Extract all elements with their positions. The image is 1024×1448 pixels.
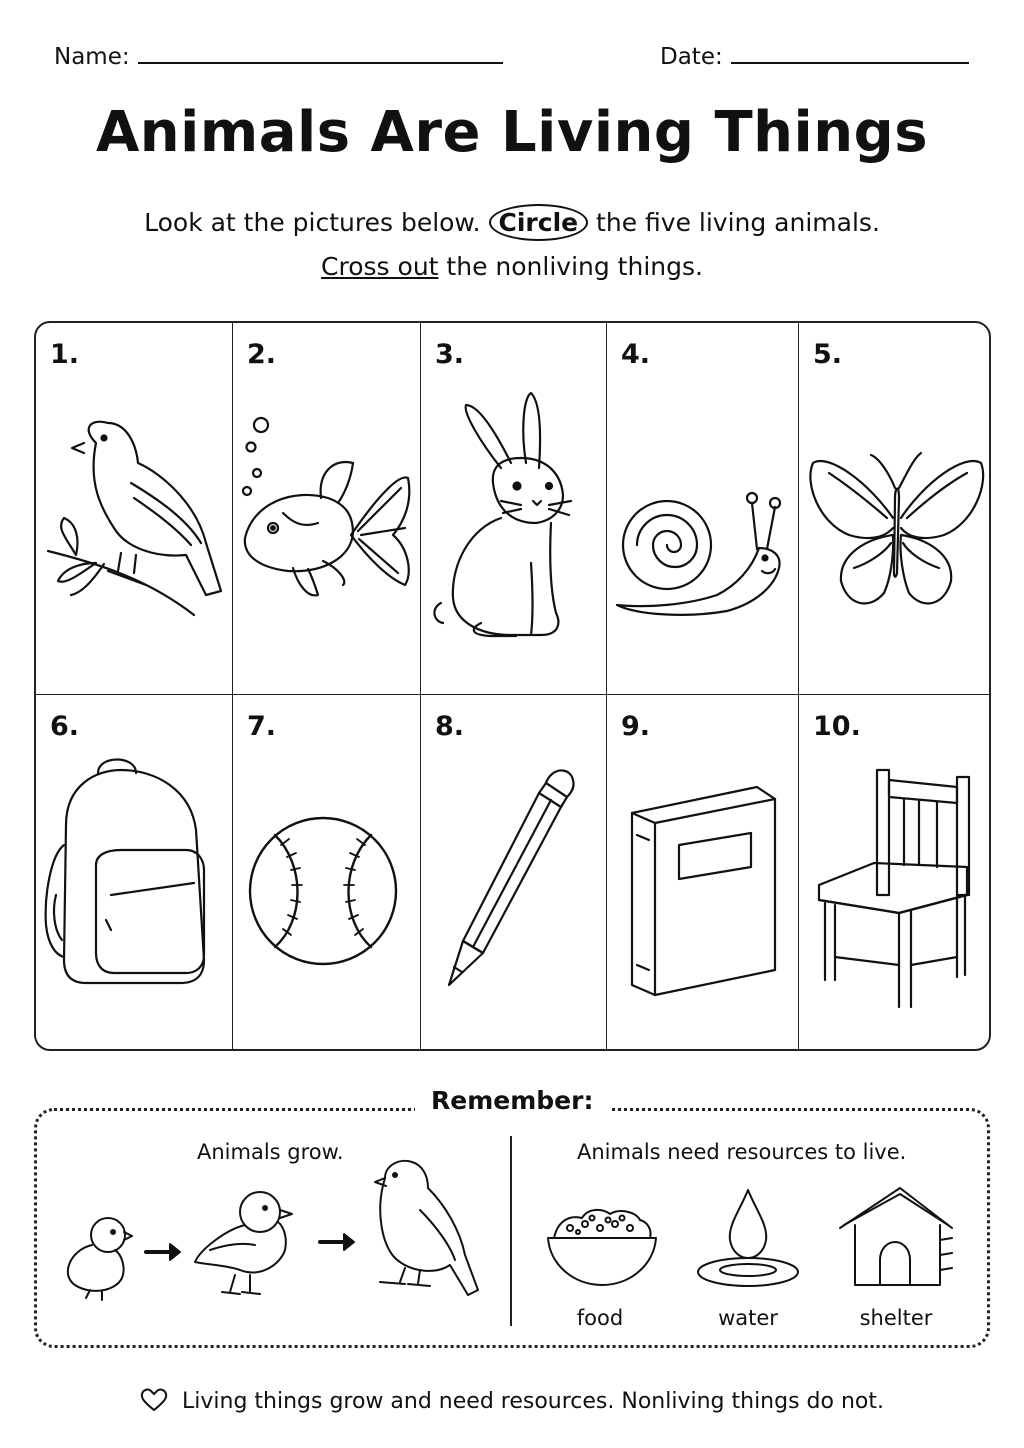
date-line[interactable] [731,44,969,64]
instruction-line-2 [0,252,1024,281]
chair-icon [799,695,991,1051]
fish-icon [233,323,421,695]
snail-icon [607,323,799,695]
picture-grid [34,321,991,1051]
growth-sequence-illustration [50,1150,500,1310]
backpack-icon [36,695,233,1051]
date-field[interactable] [660,44,969,70]
item-number: 8. [435,711,465,742]
heart-icon [140,1388,168,1414]
instruction-text: Look at the pictures below. [144,208,481,237]
grid-cell-4[interactable] [607,323,799,695]
footer-note [140,1388,884,1414]
item-number: 9. [621,711,651,742]
item-number: 1. [50,339,80,370]
grid-cell-1[interactable] [36,323,233,695]
young-bird-icon [195,1192,292,1294]
shelter-label: shelter [859,1306,933,1330]
chick-icon [68,1218,132,1300]
footer-text: Living things grow and need resources. Nonliving things do not. [182,1389,884,1414]
cross-out-word: Cross out [321,252,439,281]
instruction-text: the nonliving things. [446,252,703,281]
adult-bird-icon [375,1161,478,1295]
grid-cell-3[interactable] [421,323,607,695]
water-drop-icon [698,1190,798,1286]
name-label: Name: [54,44,130,70]
item-number: 4. [621,339,651,370]
butterfly-icon [799,323,991,695]
circle-word: Circle [489,204,589,241]
grid-cell-8[interactable] [421,695,607,1051]
remember-title: Remember: [415,1086,609,1115]
item-number: 6. [50,711,80,742]
shelter-icon [840,1188,952,1285]
pencil-icon [421,695,607,1051]
food-bowl-icon [548,1210,656,1285]
grid-cell-9[interactable] [607,695,799,1051]
bird-icon [36,323,233,695]
item-number: 7. [247,711,277,742]
baseball-icon [233,695,421,1051]
grid-cell-7[interactable] [233,695,421,1051]
item-number: 3. [435,339,465,370]
grid-cell-5[interactable] [799,323,991,695]
divider [510,1136,512,1326]
name-line[interactable] [138,44,503,64]
water-label: water [718,1306,778,1330]
rabbit-icon [421,323,607,695]
resources-text: Animals need resources to live. [577,1140,907,1164]
page-title: Animals Are Living Things [95,100,929,165]
item-number: 2. [247,339,277,370]
grid-cell-6[interactable] [36,695,233,1051]
grow-text: Animals grow. [197,1140,344,1164]
instruction-line-1 [0,204,1024,241]
grid-cell-10[interactable] [799,695,991,1051]
item-number: 10. [813,711,861,742]
item-number: 5. [813,339,843,370]
resources-illustration [540,1180,970,1290]
grid-cell-2[interactable] [233,323,421,695]
name-field[interactable] [54,44,503,70]
book-icon [607,695,799,1051]
food-label: food [576,1306,624,1330]
instruction-text: the five living animals. [596,208,880,237]
date-label: Date: [660,44,723,70]
